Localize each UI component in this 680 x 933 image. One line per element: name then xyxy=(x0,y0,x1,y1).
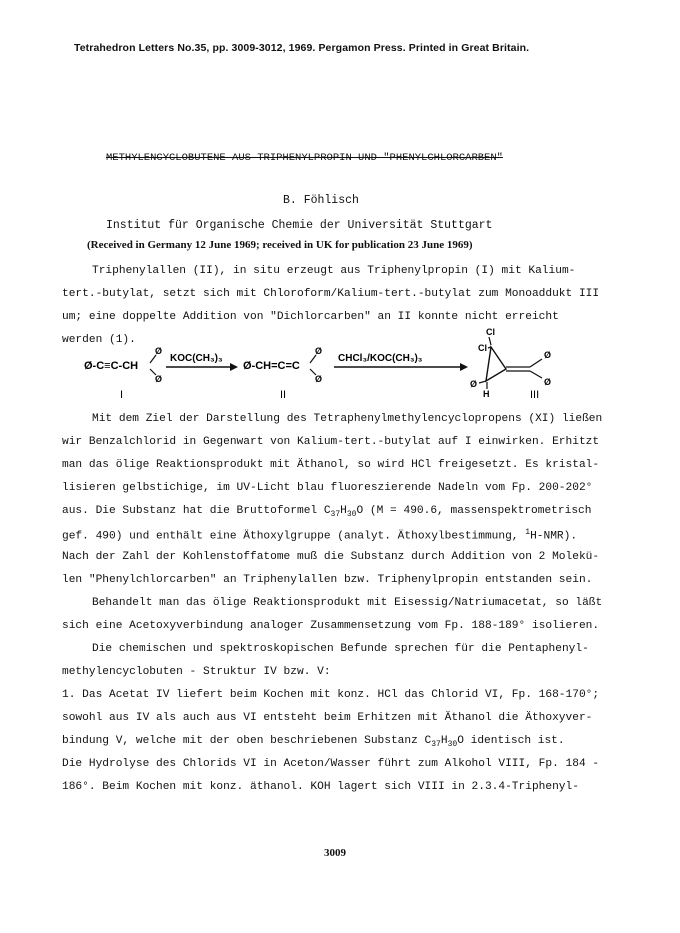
author: B. Föhlisch xyxy=(283,194,359,207)
text-line: gef. 490) und enthält eine Äthoxylgruppe (analyt. Äthoxylbestimmung, $^1$H-NMR). xyxy=(62,528,578,543)
compound-i-formula: Ø-C≡C-CH xyxy=(84,360,139,372)
phenyl-symbol: Ø xyxy=(155,346,163,356)
text-line: methylencyclobuten - Struktur IV bzw. V: xyxy=(62,666,331,678)
text-line: man das ölige Reaktionsprodukt mit Äthanol, so wird HCl freigesetzt. Es kristal- xyxy=(62,459,600,471)
text-line: Nach der Zahl der Kohlenstoffatome muß die Substanz durch Addition von 2 Molekü- xyxy=(62,551,600,563)
phenyl-symbol: Ø xyxy=(544,377,552,387)
text-line: werden (1). xyxy=(62,334,136,346)
reaction-scheme xyxy=(60,325,620,405)
text-line: lisieren gelbstichige, im UV-Licht blau fluoreszierende Nadeln vom Fp. 200-202° xyxy=(62,482,593,494)
phenyl-symbol: Ø xyxy=(155,374,163,384)
text-line: sowohl aus IV als auch aus VI entsteht beim Erhitzen mit Äthanol die Äthoxyver- xyxy=(62,712,593,724)
text-line: Behandelt man das ölige Reaktionsprodukt mit Eisessig/Natriumacetat, so läßt xyxy=(92,597,603,609)
phenyl-symbol: Ø xyxy=(315,346,323,356)
compound-label-ii: II xyxy=(280,389,287,401)
compound-label-iii: III xyxy=(530,389,540,401)
text-line: Die Hydrolyse des Chlorids VI in Aceton/Wasser führt zum Alkohol VIII, Fp. 184 - xyxy=(62,758,600,770)
page-number: 3009 xyxy=(324,847,346,859)
text-line: 186°. Beim Kochen mit konz. äthanol. KOH lagert sich VIII in 2.3.4-Triphenyl- xyxy=(62,781,579,793)
institute: Institut für Organische Chemie der Universität Stuttgart xyxy=(106,219,493,232)
text-line-formula: bindung V, welche mit der oben beschriebenen Substanz $C_{37}H_{30}O$ identisch ist. xyxy=(62,735,565,750)
chlorine-label: Cl xyxy=(486,327,495,337)
phenyl-symbol: Ø xyxy=(544,350,552,360)
phenyl-symbol: Ø xyxy=(470,379,478,389)
hydrogen-label: H xyxy=(483,389,490,399)
reagent-2: CHCl₃/KOC(CH₃)₃ xyxy=(338,353,423,364)
article-title: METHYLENCYCLOBUTENE AUS TRIPHENYLPROPIN UND "PHENYLCHLORCARBEN" xyxy=(106,152,503,164)
text-line: 1. Das Acetat IV liefert beim Kochen mit konz. HCl das Chlorid VI, Fp. 168-170°; xyxy=(62,689,600,701)
journal-header: Tetrahedron Letters No.35, pp. 3009-3012, 1969. Pergamon Press. Printed in Great Britain. xyxy=(74,42,530,54)
phenyl-symbol: Ø xyxy=(315,374,323,384)
text-line: Triphenylallen (II), in situ erzeugt aus Triphenylpropin (I) mit Kalium- xyxy=(92,265,576,277)
compound-ii-formula: Ø-CH=C=C xyxy=(243,360,300,372)
reagent-1: KOC(CH₃)₃ xyxy=(170,353,223,364)
text-line: Die chemischen und spektroskopischen Befunde sprechen für die Pentaphenyl- xyxy=(92,643,589,655)
text-line: Mit dem Ziel der Darstellung des Tetraphenylmethylencyclopropens (XI) ließen xyxy=(92,413,603,425)
compound-label-i: I xyxy=(120,389,124,401)
received-dates: (Received in Germany 12 June 1969; received in UK for publication 23 June 1969) xyxy=(87,239,473,251)
text-line: wir Benzalchlorid in Gegenwart von Kalium-tert.-butylat auf I einwirken. Erhitzt xyxy=(62,436,600,448)
chlorine-label: Cl xyxy=(478,343,487,353)
text-line: um; eine doppelte Addition von "Dichlorcarben" an II konnte nicht erreicht xyxy=(62,311,559,323)
text-line: sich eine Acetoxyverbindung analoger Zusammensetzung vom Fp. 188-189° isolieren. xyxy=(62,620,600,632)
text-line: len "Phenylchlorcarben" an Triphenylallen bzw. Triphenylpropin entstanden sein. xyxy=(62,574,593,586)
text-line: tert.-butylat, setzt sich mit Chloroform/Kalium-tert.-butylat zum Monoaddukt III xyxy=(62,288,600,300)
text-line-formula: aus. Die Substanz hat die Bruttoformel $C_{37}H_{30}O$ (M = 490.6, massenspektrometrisch xyxy=(62,505,592,520)
